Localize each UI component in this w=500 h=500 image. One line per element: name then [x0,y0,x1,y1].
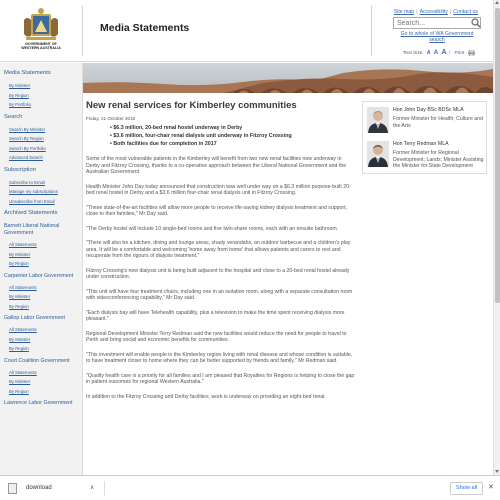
sidebar-item-by-minister[interactable]: By Minister [9,294,31,299]
search-icon[interactable] [471,18,481,28]
highlight-item: • Both facilities due for completion in 2017 [110,141,217,147]
sidebar-archive-barnett[interactable]: Barnett Liberal National Government [4,223,60,236]
whole-of-government-search-link[interactable]: Go to whole of WA Government search [400,31,474,43]
minister-photo [367,107,389,133]
sidebar-archive-court[interactable]: Court Coalition Government [4,357,70,364]
text-size-small-button[interactable]: A [426,50,431,56]
sidebar-item-by-minister[interactable]: By Minister [9,83,31,88]
highlight-text: $6.3 million, 20-bed renal hostel underway in Derby [113,125,243,131]
sidebar-archive-carpenter[interactable]: Carpenter Labor Government [4,272,74,279]
sidebar-item-by-region[interactable]: By Region [9,388,29,394]
scroll-down-arrow-icon[interactable] [495,470,499,473]
download-item[interactable] [6,481,98,496]
minister-name[interactable]: Hon Terry Redman MLA [393,141,449,147]
article-paragraph: "There will also be a kitchen, dining and lounge areas, shady verandahs, an outdoor barbecue and a children's play area. It will be a comfortable and welcoming 'home away from home' that allows patients and carers to rest and recuperate from the rigours of dialysis treatment." [86,240,351,259]
article-paragraph: "These state-of-the-art facilities will allow more people to receive life-saving kidney dialysis treatment and support, close to their families," Mr Day said. [86,204,348,217]
sidebar-heading[interactable]: Media Statements [4,70,51,76]
printer-icon[interactable] [468,50,475,56]
sidebar-navigation [0,63,83,475]
sidebar-item-manage-subscriptions[interactable]: Manage my subscriptions [9,189,58,194]
sidebar-item-all-statements[interactable]: All Statements [9,284,37,290]
article-paragraph: Health Minister John Day today announced that construction was well under way on a $6.3 million purpose-built 20-bed renal hostel in Derby and a $3.6 million four-chair renal dialysis unit in Fitzroy Crossing. [86,183,351,196]
minister-role: Former Minister for Health; Culture and the Arts [393,116,483,129]
highlight-item: • $6.3 million, 20-bed renal hostel underway in Derby [110,125,243,131]
article-paragraph: "The Derby hostel will include 10 single-bed rooms and five twin-share rooms, each with an ensuite bathroom. [86,225,339,232]
download-bar [0,475,500,500]
sidebar-heading[interactable]: Archived Statements [4,210,58,216]
link-separator: | [449,9,452,15]
crest-text: GOVERNMENT OF WESTERN AUSTRALIA [21,42,61,51]
text-size-label: Text Size [403,51,423,56]
sidebar-archive-lawrence[interactable]: Lawrence Labor Government [4,400,73,406]
landscape-banner-image [83,63,493,93]
highlight-text: $3.6 million, four-chair renal dialysis unit underway in Fitzroy Crossing [113,133,292,139]
sidebar-item-all-statements[interactable]: All Statements [9,242,37,247]
article-paragraph: Some of the most vulnerable patients in the Kimberley will benefit from two new renal facilities now underway in Derby and Fitzroy Crossing, thanks to a co-operative approach between the Liberal National Government and the Australian Government. [86,156,347,175]
show-all-button[interactable]: Show all [450,482,483,495]
file-icon [8,483,17,494]
sidebar-item-all-statements[interactable]: All Statements [9,327,37,332]
article-paragraph: "This unit will have four treatment chairs, including one in an isolation room, along with a separate consultation room with videoconferencing capability," Mr Day said. [86,288,353,301]
article-paragraph: "Quality health care is a priority for all families and I am pleased that Royalties for Regions is helping to close the gap in patient outcomes for regional Western Australia." [86,372,355,385]
article-paragraph: In addition to the Fitzroy Crossing and Derby facilities, work is underway on providing an eight-bed renal [86,393,325,400]
utility-links [394,9,478,15]
sidebar-item-by-region[interactable]: By Region [9,346,29,351]
header-divider [371,6,372,56]
sidebar-item-search-by-minister[interactable]: Search By Minister [9,126,46,132]
sidebar-item-by-minister[interactable]: By Minister [9,251,31,257]
ministers-panel [362,101,487,174]
article-paragraph: Fitzroy Crossing's new dialysis unit is being built adjacent to the hospital and close to a 20-bed renal hostel already under construction. [86,267,350,280]
sidebar-item-subscribe-email[interactable]: Subscribe to Email [9,179,45,185]
sidebar-item-advanced-search[interactable]: Advanced Search [9,155,43,160]
article-title: New renal services for Kimberley communities [86,100,297,111]
text-size-large-button[interactable]: A [441,49,447,56]
site-header [0,0,493,62]
text-size-controls [403,49,475,56]
article-paragraph: "Each dialysis bay will have Telehealth capability, plus a television to make the time spent receiving dialysis more pleasant." [86,309,345,322]
highlight-text: Both facilities due for completion in 2017 [113,141,217,147]
minister-role: Former Minister for Regional Development; Lands; Minister Assisting the Minister for State Development [393,150,484,169]
minister-name[interactable]: Hon John Day BSc BDSc MLA [393,107,464,113]
contact-us-link[interactable]: Contact us [453,9,478,15]
sidebar-item-search-by-region[interactable]: Search By Region [9,136,44,141]
sidebar-heading[interactable]: Subscription [4,166,36,173]
link-separator: | [448,51,451,56]
highlight-item: • $3.6 million, four-chair renal dialysis unit underway in Fitzroy Crossing [110,133,292,139]
search-input[interactable] [393,17,481,29]
chevron-up-icon[interactable]: ∧ [90,485,95,491]
sidebar-item-unsubscribe-email[interactable]: Unsubscribe from Email [9,198,55,204]
print-button[interactable]: Print [454,51,465,56]
link-separator: | [416,9,418,15]
site-map-link[interactable]: Site map [393,9,415,15]
sidebar-item-by-region[interactable]: By Region [9,92,29,98]
sidebar-item-by-minister[interactable]: By Minister [9,336,31,342]
download-separator [104,481,105,496]
sidebar-item-by-region[interactable]: By Region [9,261,29,266]
minister-photo [367,141,389,167]
scrollbar-thumb[interactable] [495,8,500,303]
header-divider [82,6,83,56]
download-file-name[interactable]: download [26,485,52,491]
sidebar-item-all-statements[interactable]: All Statements [9,369,37,375]
article [86,100,356,400]
sidebar-archive-gallop[interactable]: Gallop Labor Government [4,315,65,321]
sidebar-heading[interactable]: Search [4,113,23,120]
article-paragraph: Regional Development Minister Terry Redman said the new facilities would reduce the need for people to travel to Perth and bring social and economic benefits for communities. [86,330,347,343]
article-paragraph: "This investment will enable people in the Kimberley region living with renal disease and whose condition is suitable, to have treatment closer to home where they can be better supported by friends and family," Mr Redman said. [86,351,353,364]
close-icon[interactable]: ✕ [488,484,494,491]
sidebar-item-by-portfolio[interactable]: By Portfolio [9,102,31,107]
page-heading: Media Statements [100,22,190,34]
scroll-up-arrow-icon[interactable] [495,1,499,4]
text-size-medium-button[interactable]: A [433,50,439,56]
accessibility-link[interactable]: Accessibility [419,9,448,15]
page-scrollbar[interactable] [493,0,500,475]
sidebar-item-by-minister[interactable]: By Minister [9,379,31,384]
article-highlights [86,124,356,148]
sidebar-item-by-region[interactable]: By Region [9,303,29,309]
sidebar-item-search-by-portfolio[interactable]: Search By Portfolio [9,145,46,151]
article-date: Friday, 21 October 2016 [86,116,136,121]
